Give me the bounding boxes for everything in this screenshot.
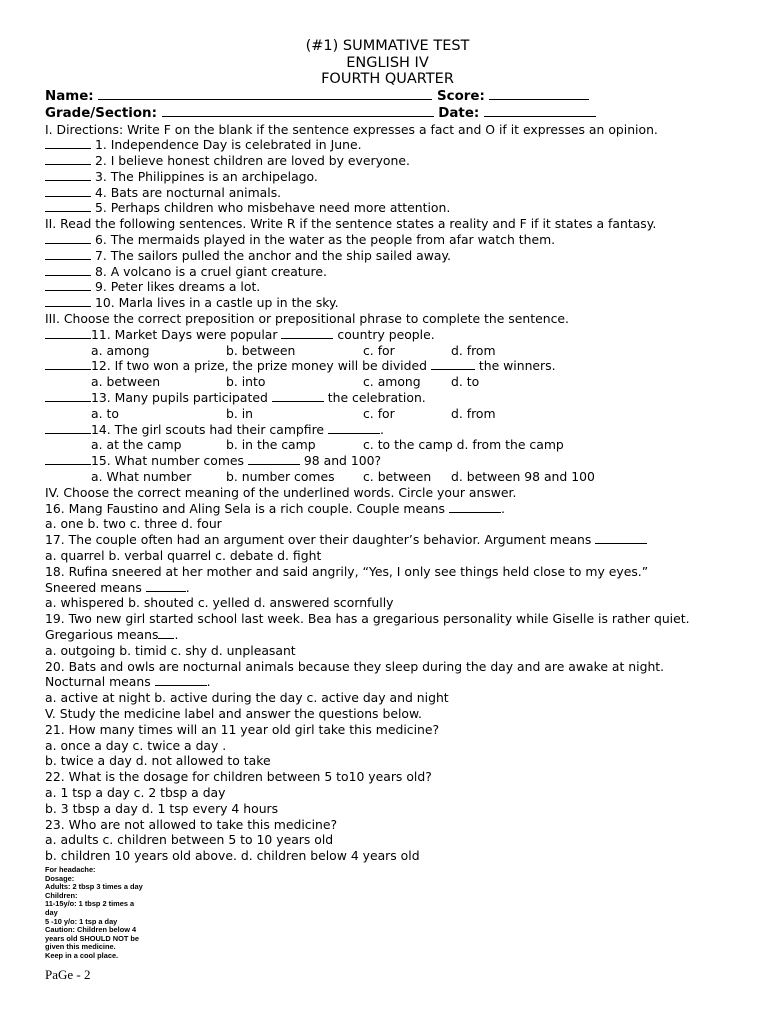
reality-fantasy-item — [45, 264, 730, 280]
part5-line[interactable]: b. 3 tbsp a day d. 1 tsp every 4 hours — [45, 800, 279, 816]
choice-c-d[interactable]: c. to the camp d. from the camp — [363, 437, 564, 453]
question-19-options[interactable]: a. outgoing b. timid c. shy d. unpleasant — [45, 642, 296, 658]
question-16 — [45, 501, 730, 517]
question-20: 20. Bats and owls are nocturnal animals because they sleep during the day and are awake at night. — [45, 658, 665, 674]
answer-blank[interactable] — [45, 358, 91, 370]
choice-a[interactable]: a. at the camp — [91, 437, 182, 453]
preposition-item — [45, 358, 730, 374]
part1-directions: I. Directions: Write F on the blank if the sentence expresses a fact and O if it expresses an opinion. — [45, 121, 658, 137]
name-label: Name: — [45, 88, 94, 104]
choice-a[interactable]: a. to — [91, 405, 119, 421]
grade-section-label: Grade/Section: — [45, 105, 157, 121]
question-20-cont — [45, 674, 730, 690]
question-19: 19. Two new girl started school last week. Bea has a gregarious personality while Giselle is rather quiet. — [45, 611, 690, 627]
answer-blank[interactable] — [45, 295, 91, 307]
item-text: 12. If two won a prize, the prize money will be divided — [91, 358, 427, 374]
fill-blank[interactable] — [281, 327, 333, 339]
answer-blank[interactable] — [45, 185, 91, 197]
part5-line[interactable]: b. children 10 years old above. d. children below 4 years old — [45, 848, 420, 864]
label-line: Keep in a cool place. — [45, 950, 119, 960]
fill-blank[interactable] — [248, 453, 300, 465]
answer-blank[interactable] — [45, 169, 91, 181]
answer-blank[interactable] — [45, 153, 91, 165]
label-line: given this medicine. — [45, 942, 116, 952]
question-18-cont — [45, 580, 730, 596]
choice-d[interactable]: d. to — [451, 374, 480, 390]
item-text: 13. Many pupils participated — [91, 390, 268, 406]
punct: . — [174, 627, 179, 642]
grade-section-blank[interactable] — [162, 105, 434, 117]
preposition-item — [45, 422, 730, 438]
fact-opinion-item — [45, 200, 730, 216]
punct: . — [185, 579, 190, 595]
name-blank[interactable] — [98, 88, 432, 100]
punct: . — [206, 674, 211, 690]
item-text: 2. I believe honest children are loved by everyone. — [94, 153, 410, 169]
question-18: 18. Rufina sneered at her mother and said angrily, “Yes, I only see things held close to my eyes.” — [45, 563, 649, 579]
fill-blank[interactable] — [449, 501, 501, 513]
label-line: 5 -10 y/o: 1 tsp a day — [45, 916, 118, 926]
choice-row — [45, 374, 730, 390]
part5-line[interactable]: a. once a day c. twice a day . — [45, 737, 227, 753]
question-18-options[interactable]: a. whispered b. shouted c. yelled d. answered scornfully — [45, 595, 394, 611]
fact-opinion-item — [45, 169, 730, 185]
fill-blank[interactable] — [595, 532, 647, 544]
fill-blank[interactable] — [146, 580, 186, 592]
reality-fantasy-item — [45, 295, 730, 311]
item-text-end: country people. — [337, 326, 435, 342]
choice-b[interactable]: b. between — [226, 342, 296, 358]
label-line: 11-15y/o: 1 tbsp 2 times a — [45, 899, 135, 909]
answer-blank[interactable] — [45, 137, 91, 149]
item-text-end: the winners. — [478, 358, 556, 374]
question-text: 17. The couple often had an argument over their daughter’s behavior. Argument means — [45, 532, 592, 548]
fill-blank[interactable] — [272, 390, 324, 402]
answer-blank[interactable] — [45, 279, 91, 291]
answer-blank[interactable] — [45, 264, 91, 276]
item-text: 14. The girl scouts had their campfire — [91, 421, 325, 437]
fill-blank[interactable] — [328, 422, 380, 434]
reality-fantasy-item — [45, 248, 730, 264]
choice-d[interactable]: d. between 98 and 100 — [451, 469, 595, 485]
part5-line: 22. What is the dosage for children between 5 to10 years old? — [45, 769, 432, 785]
fact-opinion-item — [45, 153, 730, 169]
choice-row — [45, 343, 730, 359]
choice-c[interactable]: c. for — [363, 342, 395, 358]
choice-b[interactable]: b. into — [226, 374, 266, 390]
answer-blank[interactable] — [45, 232, 91, 244]
reality-fantasy-item — [45, 232, 730, 248]
name-row — [45, 88, 730, 105]
question-19-cont — [45, 627, 730, 643]
question-text: Gregarious means — [45, 627, 159, 642]
item-text: 9. Peter likes dreams a lot. — [94, 279, 261, 295]
subject: ENGLISH IV — [346, 54, 429, 71]
label-line: Adults: 2 tbsp 3 times a day — [45, 882, 143, 892]
label-line: Caution: Children below 4 — [45, 925, 137, 935]
score-label: Score: — [436, 88, 485, 104]
preposition-item — [45, 390, 730, 406]
choice-row — [45, 406, 730, 422]
item-text-end: . — [379, 421, 384, 437]
part5-line[interactable]: a. 1 tsp a day c. 2 tbsp a day — [45, 784, 226, 800]
item-text: 5. Perhaps children who misbehave need more attention. — [94, 200, 451, 216]
choice-row — [45, 437, 730, 453]
part2-directions: II. Read the following sentences. Write R if the sentence states a reality and F if it states a fantasy. — [45, 216, 657, 232]
item-text: 4. Bats are nocturnal animals. — [94, 184, 282, 200]
fact-opinion-item — [45, 185, 730, 201]
choice-c[interactable]: c. for — [363, 405, 395, 421]
preposition-item — [45, 327, 730, 343]
answer-blank[interactable] — [45, 248, 91, 260]
choice-d[interactable]: d. from — [451, 405, 496, 421]
question-17 — [45, 532, 730, 548]
fill-blank[interactable] — [431, 358, 475, 370]
choice-a[interactable]: a. between — [91, 374, 161, 390]
fill-blank[interactable] — [155, 674, 207, 686]
part5-line[interactable]: a. adults c. children between 5 to 10 years old — [45, 832, 334, 848]
item-text: 6. The mermaids played in the water as the people from afar watch them. — [94, 232, 556, 248]
choice-c[interactable]: c. between — [363, 469, 432, 485]
label-line: Children: — [45, 890, 78, 900]
question-20-options[interactable]: a. active at night b. active during the day c. active day and night — [45, 690, 449, 706]
reality-fantasy-item — [45, 279, 730, 295]
item-text: 10. Marla lives in a castle up in the sky. — [94, 295, 339, 311]
choice-c[interactable]: c. among — [363, 374, 421, 390]
item-text-end: the celebration. — [327, 390, 426, 406]
part5-directions: V. Study the medicine label and answer the questions below. — [45, 705, 422, 721]
answer-blank[interactable] — [45, 200, 91, 212]
question-16-options[interactable]: a. one b. two c. three d. four — [45, 516, 222, 532]
part5-line[interactable]: b. twice a day d. not allowed to take — [45, 753, 271, 769]
choice-a[interactable]: a. among — [91, 342, 150, 358]
item-text: 3. The Philippines is an archipelago. — [94, 168, 318, 184]
choice-b[interactable]: b. in — [226, 405, 254, 421]
answer-blank[interactable] — [45, 453, 91, 465]
date-label: Date: — [438, 105, 480, 121]
part3-directions: III. Choose the correct preposition or prepositional phrase to complete the sentence. — [45, 311, 569, 327]
preposition-item — [45, 453, 730, 469]
label-line: Dosage: — [45, 873, 75, 883]
punct: . — [500, 500, 505, 516]
test-header — [45, 38, 730, 88]
quarter: FOURTH QUARTER — [321, 71, 454, 87]
part4-directions: IV. Choose the correct meaning of the underlined words. Circle your answer. — [45, 484, 517, 500]
answer-blank[interactable] — [45, 422, 91, 434]
question-text: 16. Mang Faustino and Aling Sela is a rich couple. Couple means — [45, 500, 445, 516]
score-blank[interactable] — [489, 88, 589, 100]
label-line: years old SHOULD NOT be — [45, 933, 140, 943]
test-title: (#1) SUMMATIVE TEST — [305, 38, 470, 54]
part5-line: 21. How many times will an 11 year old girl take this medicine? — [45, 721, 440, 737]
item-text-end: 98 and 100? — [303, 453, 382, 469]
question-text: Nocturnal means — [45, 674, 151, 690]
choice-b[interactable]: b. in the camp — [226, 437, 316, 453]
fact-opinion-item — [45, 137, 730, 153]
choice-d[interactable]: d. from — [451, 342, 496, 358]
item-text: 1. Independence Day is celebrated in June. — [94, 137, 362, 153]
choice-row — [45, 469, 730, 485]
date-blank[interactable] — [484, 105, 596, 117]
item-text: 11. Market Days were popular — [91, 326, 278, 342]
item-text: 15. What number comes — [91, 453, 244, 469]
item-text: 8. A volcano is a cruel giant creature. — [94, 263, 327, 279]
answer-blank[interactable] — [45, 327, 91, 339]
question-17-options[interactable]: a. quarrel b. verbal quarrel c. debate d. fight — [45, 548, 322, 564]
fill-blank[interactable] — [158, 627, 174, 639]
answer-blank[interactable] — [45, 390, 91, 402]
part5-line: 23. Who are not allowed to take this medicine? — [45, 816, 338, 832]
choice-a[interactable]: a. What number — [91, 469, 192, 485]
label-line: day — [45, 907, 58, 917]
test-sheet — [45, 38, 730, 864]
medicine-label — [45, 866, 170, 961]
choice-b[interactable]: b. number comes — [226, 469, 335, 485]
page-number: PaGe - 2 — [45, 967, 91, 982]
label-line: For headache: — [45, 865, 96, 874]
grade-row — [45, 105, 730, 122]
item-text: 7. The sailors pulled the anchor and the ship sailed away. — [94, 247, 451, 263]
question-text: Sneered means — [45, 579, 142, 595]
